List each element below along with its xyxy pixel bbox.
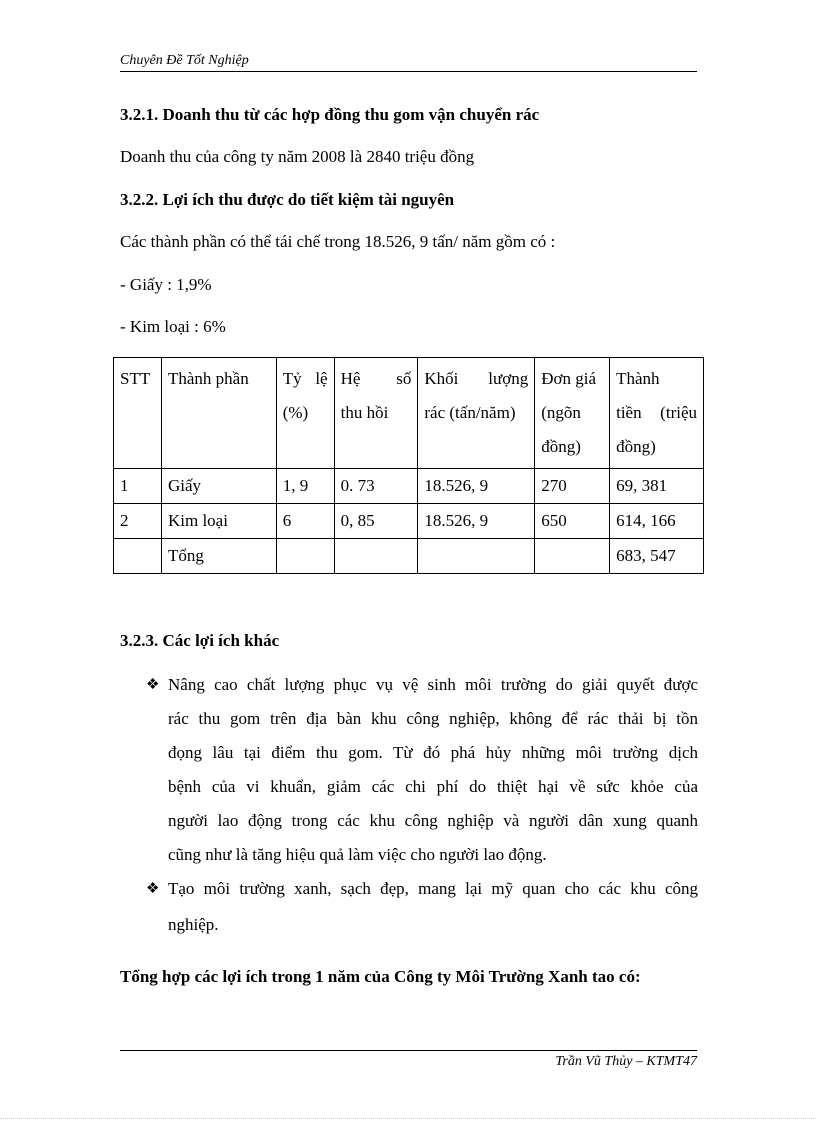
header-price: Đơn giá (ngõn đồng) <box>535 358 610 469</box>
recyclable-intro: Các thành phần có thể tái chế trong 18.526, 9 tấn/ năm gồm có : <box>120 232 556 251</box>
page-edge-divider <box>0 1118 816 1119</box>
bullet2-line: nghiệp. <box>168 915 219 934</box>
heading-3-2-3: 3.2.3. Các lợi ích khác <box>120 631 280 650</box>
cell-rate: 1, 9 <box>276 469 334 504</box>
cell-component: Giấy <box>161 469 276 504</box>
cell-mass: 18.526, 9 <box>418 504 535 539</box>
diamond-bullet-icon: ❖ <box>146 677 160 693</box>
cell-mass: 18.526, 9 <box>418 469 535 504</box>
bullet2-line: Tạo môi trường xanh, sạch đẹp, mang lại mỹ quan cho các khu công <box>168 879 698 898</box>
heading-3-2-2: 3.2.2. Lợi ích thu được do tiết kiệm tài nguyên <box>120 190 455 209</box>
bullet1-line: đọng lâu tại điểm thu gom. Từ đó phá hủy những môi trường dịch <box>168 743 698 762</box>
table-total-row <box>114 539 704 574</box>
cell-rate: 6 <box>276 504 334 539</box>
cell-price: 650 <box>535 504 610 539</box>
cell-amount: 69, 381 <box>610 469 704 504</box>
bullet1-line: rác thu gom trên địa bàn khu công nghiệp, không để rác thải bị tồn <box>168 709 698 728</box>
cell-empty <box>334 539 418 574</box>
table-row <box>114 469 704 504</box>
bullet1-line: người lao động trong các khu công nghiệp và người dân xung quanh <box>168 811 698 830</box>
cell-total-label: Tổng <box>161 539 276 574</box>
bullet1-line: cũng như là tăng hiệu quả làm việc cho người lao động. <box>168 845 547 864</box>
header-rate: Tỷ lệ (%) <box>276 358 334 469</box>
cell-component: Kim loại <box>161 504 276 539</box>
cell-empty <box>114 539 162 574</box>
recycling-table <box>113 357 704 574</box>
page-footer: Trần Vũ Thủy – KTMT47 <box>555 1054 697 1069</box>
bullet1-line: bệnh của vi khuẩn, giảm các chi phí do thiệt hại về sức khỏe của <box>168 777 698 796</box>
footer-divider <box>120 1050 697 1051</box>
header-coefficient: Hệ số thu hồi <box>334 358 418 469</box>
table-row <box>114 504 704 539</box>
cell-empty <box>418 539 535 574</box>
cell-empty <box>535 539 610 574</box>
header-stt: STT <box>114 358 162 469</box>
cell-coefficient: 0, 85 <box>334 504 418 539</box>
cell-price: 270 <box>535 469 610 504</box>
cell-stt: 2 <box>114 504 162 539</box>
table-header-row <box>114 358 704 469</box>
bullet1-line: Nâng cao chất lượng phục vụ vệ sinh môi trường do giải quyết được <box>168 675 698 694</box>
cell-total-amount: 683, 547 <box>610 539 704 574</box>
cell-stt: 1 <box>114 469 162 504</box>
cell-amount: 614, 166 <box>610 504 704 539</box>
diamond-bullet-icon: ❖ <box>146 881 160 897</box>
cell-empty <box>276 539 334 574</box>
revenue-text: Doanh thu của công ty năm 2008 là 2840 triệu đồng <box>120 147 475 166</box>
item-paper: - Giấy : 1,9% <box>120 275 212 294</box>
item-metal: - Kim loại : 6% <box>120 317 226 336</box>
summary-heading: Tổng hợp các lợi ích trong 1 năm của Công ty Môi Trường Xanh tao có: <box>120 967 641 986</box>
heading-3-2-1: 3.2.1. Doanh thu từ các hợp đồng thu gom vận chuyển rác <box>120 105 540 124</box>
header-component: Thành phần <box>161 358 276 469</box>
header-amount: Thành tiền (triệu đồng) <box>610 358 704 469</box>
page-header: Chuyên Đề Tốt Nghiệp <box>120 53 697 72</box>
header-mass: Khối lượng rác (tấn/năm) <box>418 358 535 469</box>
cell-coefficient: 0. 73 <box>334 469 418 504</box>
